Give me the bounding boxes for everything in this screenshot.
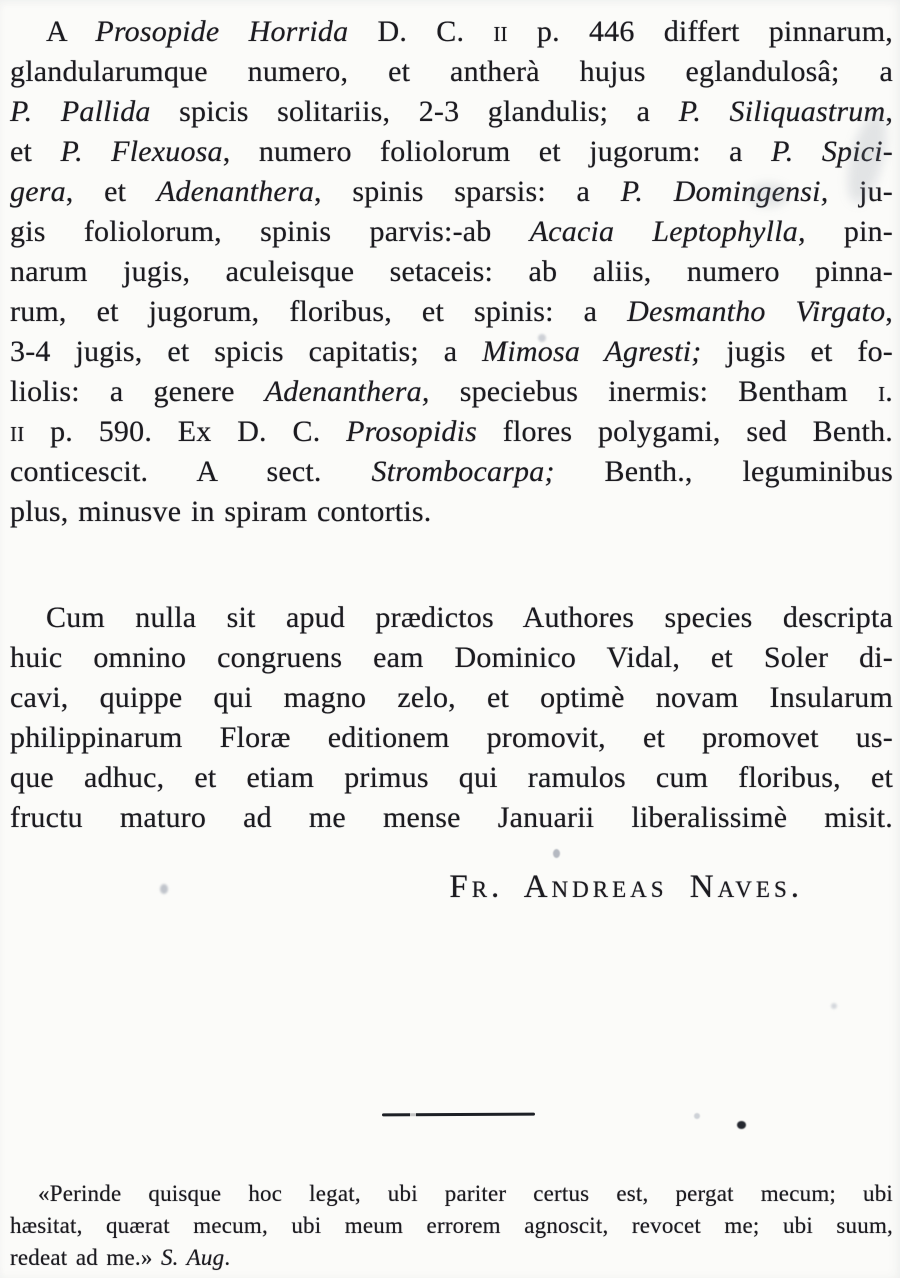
text-segment: , et	[65, 175, 157, 208]
scan-speck	[831, 1003, 837, 1009]
italic-taxon-text: Acacia Leptophylla,	[529, 215, 806, 248]
italic-taxon-text: Prosopidis	[346, 415, 478, 448]
text-line	[10, 492, 893, 532]
text-segment: spicis solitariis, 2-3 glandulis; a	[150, 95, 679, 128]
text-segment: philippinarum Floræ editionem promovit, et promovet us-	[10, 721, 893, 754]
text-line	[10, 758, 893, 798]
text-segment: cavi, quippe qui magno zelo, et optimè novam Insularum	[10, 681, 893, 714]
text-segment: jugis et fo-	[701, 335, 893, 368]
text-line	[10, 718, 893, 758]
italic-taxon-text: Prosopide Horrida	[95, 15, 349, 48]
italic-taxon-text: P. Spici-	[771, 135, 893, 168]
text-line	[10, 1242, 893, 1274]
text-segment: «Perinde quisque hoc legat, ubi pariter certus est, pergat mecum; ubi	[38, 1181, 893, 1206]
paragraph-prosopide-differt	[10, 12, 893, 532]
paragraph-dedication	[10, 598, 893, 838]
text-segment: conticescit. A sect.	[10, 455, 372, 488]
text-line	[10, 52, 893, 92]
italic-taxon-text: P. Domingensi,	[620, 175, 829, 208]
text-line	[10, 1178, 893, 1210]
text-segment: huic omnino congruens eam Dominico Vidal, et Soler di-	[10, 641, 893, 674]
text-line	[10, 798, 893, 838]
text-line	[10, 372, 893, 412]
scan-speck	[694, 1113, 700, 1119]
italic-taxon-text: P. Flexuosa	[60, 135, 223, 168]
text-segment: liolis: a genere	[10, 375, 265, 408]
text-segment: rum, et jugorum, floribus, et spinis: a	[10, 295, 628, 328]
section-divider-rule	[382, 1113, 535, 1117]
ink-dot	[737, 1121, 746, 1129]
text-segment: .	[885, 375, 893, 408]
text-line	[10, 12, 893, 52]
footnote-augustine-quote	[10, 1178, 893, 1274]
text-segment: D. C.	[348, 15, 494, 48]
text-segment: .	[224, 1245, 231, 1270]
italic-taxon-text: S. Aug	[160, 1245, 225, 1270]
text-segment: narum jugis, aculeisque setaceis: ab aliis, numero pinna-	[10, 255, 893, 288]
italic-taxon-text: Desmantho Virgato	[627, 295, 886, 328]
scan-speck	[553, 849, 560, 858]
italic-taxon-text: Strombocarpa;	[371, 455, 555, 488]
italic-taxon-text: P. Pallida	[10, 95, 151, 128]
text-segment: gis foliolorum, spinis parvis:-ab	[10, 215, 530, 248]
text-segment: i	[878, 375, 886, 408]
text-line	[10, 1210, 893, 1242]
text-segment: ,	[885, 295, 893, 328]
text-line	[10, 132, 893, 172]
text-line	[10, 638, 893, 678]
text-line	[10, 412, 893, 452]
text-segment: et	[10, 135, 61, 168]
text-segment: , numero foliolorum et jugorum: a	[222, 135, 772, 168]
text-segment: ,	[885, 95, 894, 128]
text-segment: plus, minusve in spiram contortis.	[10, 495, 432, 528]
text-segment: flores polygami, sed Benth.	[477, 415, 893, 448]
text-line	[10, 292, 893, 332]
text-segment: que adhuc, et etiam primus qui ramulos cum floribus, et	[10, 761, 893, 794]
text-segment: glandularumque numero, et antherà hujus eglandulosâ; a	[10, 55, 893, 88]
text-segment: , spinis sparsis: a	[314, 175, 621, 208]
text-segment: ii	[493, 15, 508, 48]
text-segment: Benth., leguminibus	[554, 455, 893, 488]
text-segment: ii	[10, 415, 25, 448]
text-line	[10, 212, 893, 252]
text-segment: p. 446 differt pinnarum,	[507, 15, 893, 48]
scan-speck	[160, 884, 168, 894]
text-segment: 3-4 jugis, et spicis capitatis; a	[10, 335, 483, 368]
italic-taxon-text: Adenanthera	[156, 175, 315, 208]
text-line	[10, 92, 893, 132]
text-segment: fructu maturo ad me mense Januarii liberalissimè misit.	[10, 801, 893, 834]
text-segment: pin-	[805, 215, 893, 248]
text-segment: Cum nulla sit apud prædictos Authores species descripta	[46, 601, 893, 634]
text-line	[10, 598, 893, 638]
text-line	[10, 332, 893, 372]
italic-taxon-text: gera	[10, 175, 66, 208]
author-signature: Fr. Andreas Naves.	[449, 869, 803, 905]
text-line	[10, 452, 893, 492]
text-line	[10, 172, 893, 212]
text-segment: A	[46, 15, 96, 48]
text-segment: speciebus inermis: Bentham	[429, 375, 879, 408]
italic-taxon-text: Mimosa Agresti;	[482, 335, 702, 368]
text-segment: p. 590. Ex D. C.	[24, 415, 347, 448]
text-line	[10, 678, 893, 718]
text-segment: redeat ad me.»	[10, 1245, 161, 1270]
text-segment: hæsitat, quærat mecum, ubi meum errorem agnoscit, revocet me; ubi suum,	[10, 1213, 893, 1238]
text-line	[10, 252, 893, 292]
italic-taxon-text: Adenanthera,	[264, 375, 430, 408]
text-segment: ju-	[828, 175, 893, 208]
italic-taxon-text: P. Siliquastrum	[678, 95, 886, 128]
